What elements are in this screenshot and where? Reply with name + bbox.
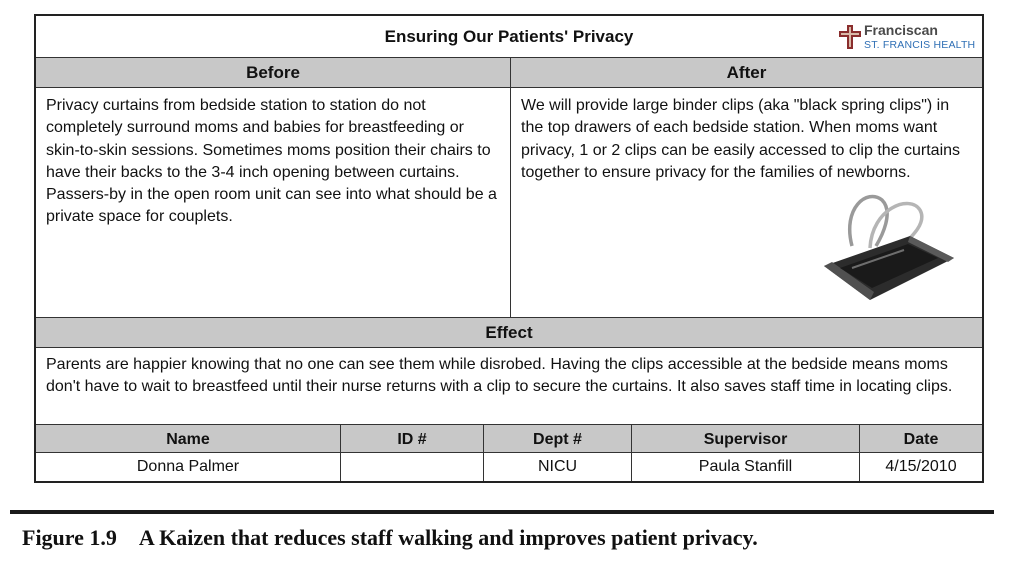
caption-rule [10,510,994,514]
table-cell-dept: NICU [483,453,631,481]
after-heading: After [510,58,982,88]
info-table [36,424,982,481]
logo-name: Franciscan [864,22,938,38]
before-after-header [36,58,982,88]
binder-clip-icon [812,188,964,308]
effect-text: Parents are happier knowing that no one can see them while disrobed. Having the clips accessible at the bedside means moms don't have to wait to breastfeed until their nurse returns with a clip to secure the curtains. It also saves staff time in locating clips. [46,356,953,396]
table-cell-name: Donna Palmer [136,458,240,475]
form-title: Ensuring Our Patients' Privacy [384,27,634,46]
table-header-dept: Dept # [483,424,631,453]
before-text: Privacy curtains from bedside station to station do not completely surround moms and babies for breastfeeding or skin-to-skin sessions. Sometimes moms position their chairs to have their backs to the 3-4 inch opening between curtains. Passers-by in the open room unit can see into what should be a private space for couplets. [46,97,497,226]
table-header-date: Date [859,424,982,453]
logo-subname: ST. FRANCIS HEALTH [864,39,976,51]
table-header-id: ID # [340,424,483,453]
table-cell-supervisor: Paula Stanfill [631,453,859,481]
table-cell-date: 4/15/2010 [859,453,982,481]
table-header-supervisor: Supervisor [631,424,859,453]
effect-heading: Effect [36,318,982,348]
table-header-name: Name [36,424,340,453]
form-title-row [36,16,982,58]
figure-caption-text: A Kaizen that reduces staff walking and improves patient privacy. [138,525,758,550]
franciscan-logo [836,22,978,54]
figure-number: Figure 1.9 [22,525,117,550]
figure-caption [22,525,758,551]
franciscan-cross-icon [838,24,862,50]
table-cell-id [340,453,483,481]
before-heading: Before [246,63,300,82]
after-text: We will provide large binder clips (aka "black spring clips") in the top drawers of each bedside station. When moms want privacy, 1 or 2 clips can be easily accessed to clip the curtains together to ensure privacy for the families of newborns. [510,88,982,318]
